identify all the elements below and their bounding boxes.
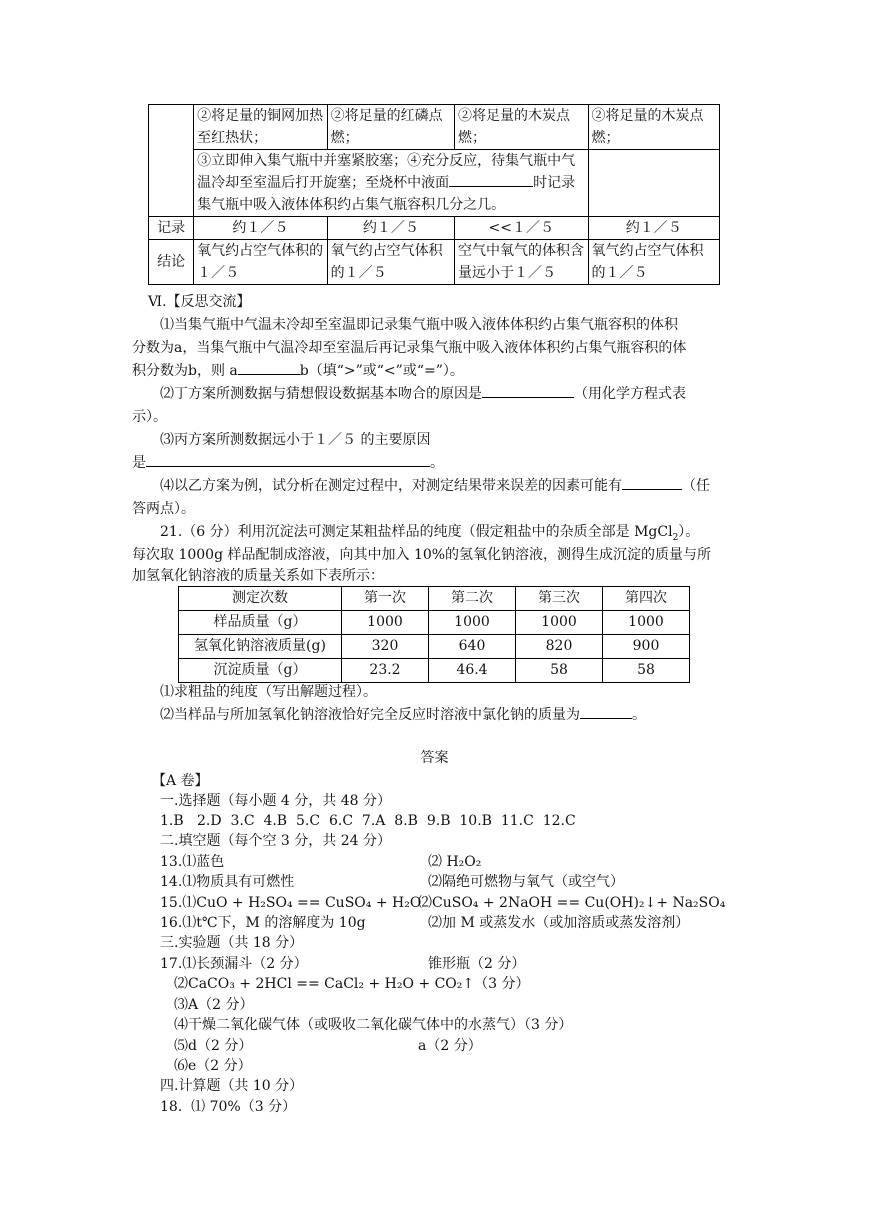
answer-line: 14.⑴物质具有可燃性	[160, 874, 295, 890]
section-heading: 一.选择题（每小题 4 分，共 48 分）	[160, 793, 391, 809]
question-text: 每次取 1000g 样品配制成溶液，向其中加入 10%的氢氧化钠溶液，测得生成沉淀的质量与所	[132, 547, 712, 563]
table-cell: 空气中氧气的体积含量远小于１／５	[455, 240, 588, 285]
question-text-part: b（填“>”或“<”或“=”）。	[299, 363, 464, 379]
question-text	[132, 452, 444, 474]
table-cell: 氧气约占空气体积的１／５	[327, 240, 454, 285]
experiment-table	[148, 104, 720, 285]
table-cell: 约１／５	[194, 217, 327, 240]
question-text: 加氢氧化钠溶液的质量关系如下表所示：	[132, 568, 384, 584]
question-text-part: ⑷以乙方案为例，试分析在测定过程中，对测定结果带来误差的因素可能有	[160, 478, 622, 494]
question-text	[160, 704, 646, 726]
row-label: 结论	[149, 240, 194, 285]
table-cell: 1000	[342, 611, 429, 635]
table-cell: ②将足量的木炭点燃；	[455, 105, 588, 150]
question-text-part: （任	[682, 478, 710, 494]
question-text: ⑴求粗盐的纯度（写出解题过程）。	[160, 684, 377, 700]
table-header: 测定次数	[179, 587, 342, 611]
answer-line: 15.⑴CuO + H₂SO₄ == CuSO₄ + H₂O	[160, 895, 422, 911]
table-cell: 氢氧化钠溶液质量(g)	[179, 635, 342, 659]
answer-line: 1.B 2.D 3.C 4.B 5.C 6.C 7.A 8.B 9.B 10.B 11.C 12.C	[160, 813, 576, 829]
question-text-part: 。	[430, 455, 444, 471]
table-cell: 820	[516, 635, 603, 659]
table-cell	[588, 150, 720, 217]
blank-line	[622, 475, 682, 490]
answer-line: ⑹e（2 分）	[174, 1058, 252, 1074]
table-row	[149, 240, 720, 285]
table-cell: 约１／５	[327, 217, 454, 240]
question-text-part: ⑵当样品与所加氢氧化钠溶液恰好完全反应时溶液中氯化钠的质量为	[160, 707, 580, 723]
table-cell: ②将足量的铜网加热至红热状；	[194, 105, 327, 150]
table-header: 第二次	[429, 587, 516, 611]
question-text-part: 积分数为b，则 a	[132, 363, 238, 379]
question-text-part: ）。	[678, 524, 700, 540]
table-cell: 样品质量（g）	[179, 611, 342, 635]
table-cell: 1000	[516, 611, 603, 635]
question-text: ⑶丙方案所测数据远小于１／５ 的主要原因	[160, 432, 431, 448]
question-text-part: 21.（6 分）利用沉淀法可测定某粗盐样品的纯度（假定粗盐中的杂质全部是 MgCl	[160, 524, 673, 540]
table-row	[149, 150, 720, 217]
question-text: ⑴当集气瓶中气温未冷却至室温即记录集气瓶中吸入液体体积约占集气瓶容积的体积	[160, 317, 678, 333]
answer-line: ⑵CaCO₃ + 2HCl == CaCl₂ + H₂O + CO₂↑（3 分）	[174, 976, 530, 992]
table-row	[179, 659, 690, 683]
question-text	[132, 360, 464, 382]
table-cell	[149, 105, 194, 217]
table-cell: 1000	[603, 611, 690, 635]
answer-line: 13.⑴蓝色	[160, 854, 225, 870]
table-header: 第一次	[342, 587, 429, 611]
answer-line: 18. ⑴ 70%（3 分）	[160, 1099, 297, 1115]
blank-line	[482, 383, 574, 398]
table-cell: 约１／５	[588, 217, 720, 240]
question-text: 分数为a，当集气瓶中气温冷却至室温后再记录集气瓶中吸入液体体积约占集气瓶容积的体	[132, 340, 687, 356]
table-cell: 沉淀质量（g）	[179, 659, 342, 683]
answer-line: ⑸d（2 分）	[174, 1038, 253, 1054]
answer-line: 16.⑴t℃下，M 的溶解度为 10g	[160, 915, 366, 931]
table-cell: 氧气约占空气体积的１／５	[588, 240, 720, 285]
table-row	[179, 635, 690, 659]
data-table	[178, 586, 690, 683]
table-row	[149, 105, 720, 150]
table-cell: 23.2	[342, 659, 429, 683]
table-header-row	[179, 587, 690, 611]
table-cell: 640	[429, 635, 516, 659]
answer-line: ⑵加 M 或蒸发水（或加溶质或蒸发溶剂）	[428, 915, 690, 931]
table-cell: ②将足量的红磷点燃；	[327, 105, 454, 150]
answer-line: a（2 分）	[418, 1038, 482, 1054]
table-cell: <<１／５	[455, 217, 588, 240]
answer-line: 17.⑴长颈漏斗（2 分）	[160, 956, 308, 972]
section-heading: Ⅵ.【反思交流】	[148, 294, 251, 310]
answer-line: ⑶A（2 分）	[174, 997, 254, 1013]
table-cell: 58	[516, 659, 603, 683]
blank-line	[449, 172, 533, 187]
table-cell: ②将足量的木炭点燃；	[588, 105, 720, 150]
section-heading: 二.填空题（每个空 3 分，共 24 分）	[160, 833, 391, 849]
row-b-text-end: 时记录集气瓶中吸入液体体积约占集气瓶容积几分之几。	[197, 175, 576, 213]
table-cell: 320	[342, 635, 429, 659]
subscript: 2	[672, 532, 679, 543]
question-text-part: 。	[632, 707, 646, 723]
table-cell: 46.4	[429, 659, 516, 683]
table-cell	[194, 150, 588, 217]
blank-line	[580, 704, 632, 719]
row-b-text: ③立即伸入集气瓶中并塞紧胶塞；④充分反应，待集气瓶中气温冷却至室温后打开旋塞；至烧杯中液面	[197, 153, 576, 191]
answers-part: 【A 卷】	[152, 773, 209, 789]
question-text	[160, 383, 686, 405]
question-text-part: （用化学方程式表	[574, 386, 686, 402]
question-text-part: 是	[132, 455, 146, 471]
question-text: 答两点）。	[132, 501, 195, 517]
table-row	[179, 611, 690, 635]
answers-title: 答案	[420, 750, 449, 766]
answer-line: ⑷干燥二氧化碳气体（或吸收二氧化碳气体中的水蒸气）（3 分）	[174, 1017, 573, 1033]
table-cell: 1000	[429, 611, 516, 635]
table-cell: 58	[603, 659, 690, 683]
question-text-part: ⑵丁方案所测数据与猜想假设数据基本吻合的原因是	[160, 386, 482, 402]
question-text	[160, 475, 710, 497]
question-text: 示）。	[132, 409, 167, 425]
blank-line	[146, 452, 430, 467]
answer-line: 锥形瓶（2 分）	[428, 956, 526, 972]
answer-line: ⑵CuSO₄ + 2NaOH == Cu(OH)₂↓+ Na₂SO₄	[418, 895, 726, 911]
table-row	[149, 217, 720, 240]
section-heading: 三.实验题（共 18 分）	[160, 935, 304, 951]
row-label: 记录	[149, 217, 194, 240]
table-header: 第三次	[516, 587, 603, 611]
table-header: 第四次	[603, 587, 690, 611]
answer-line: ⑵ H₂O₂	[428, 854, 482, 870]
section-heading: 四.计算题（共 10 分）	[160, 1078, 304, 1094]
answer-line: ⑵隔绝可燃物与氧气（或空气）	[428, 874, 624, 890]
blank-line	[238, 360, 300, 375]
table-cell: 氧气约占空气体积的１／５	[194, 240, 327, 285]
table-cell: 900	[603, 635, 690, 659]
